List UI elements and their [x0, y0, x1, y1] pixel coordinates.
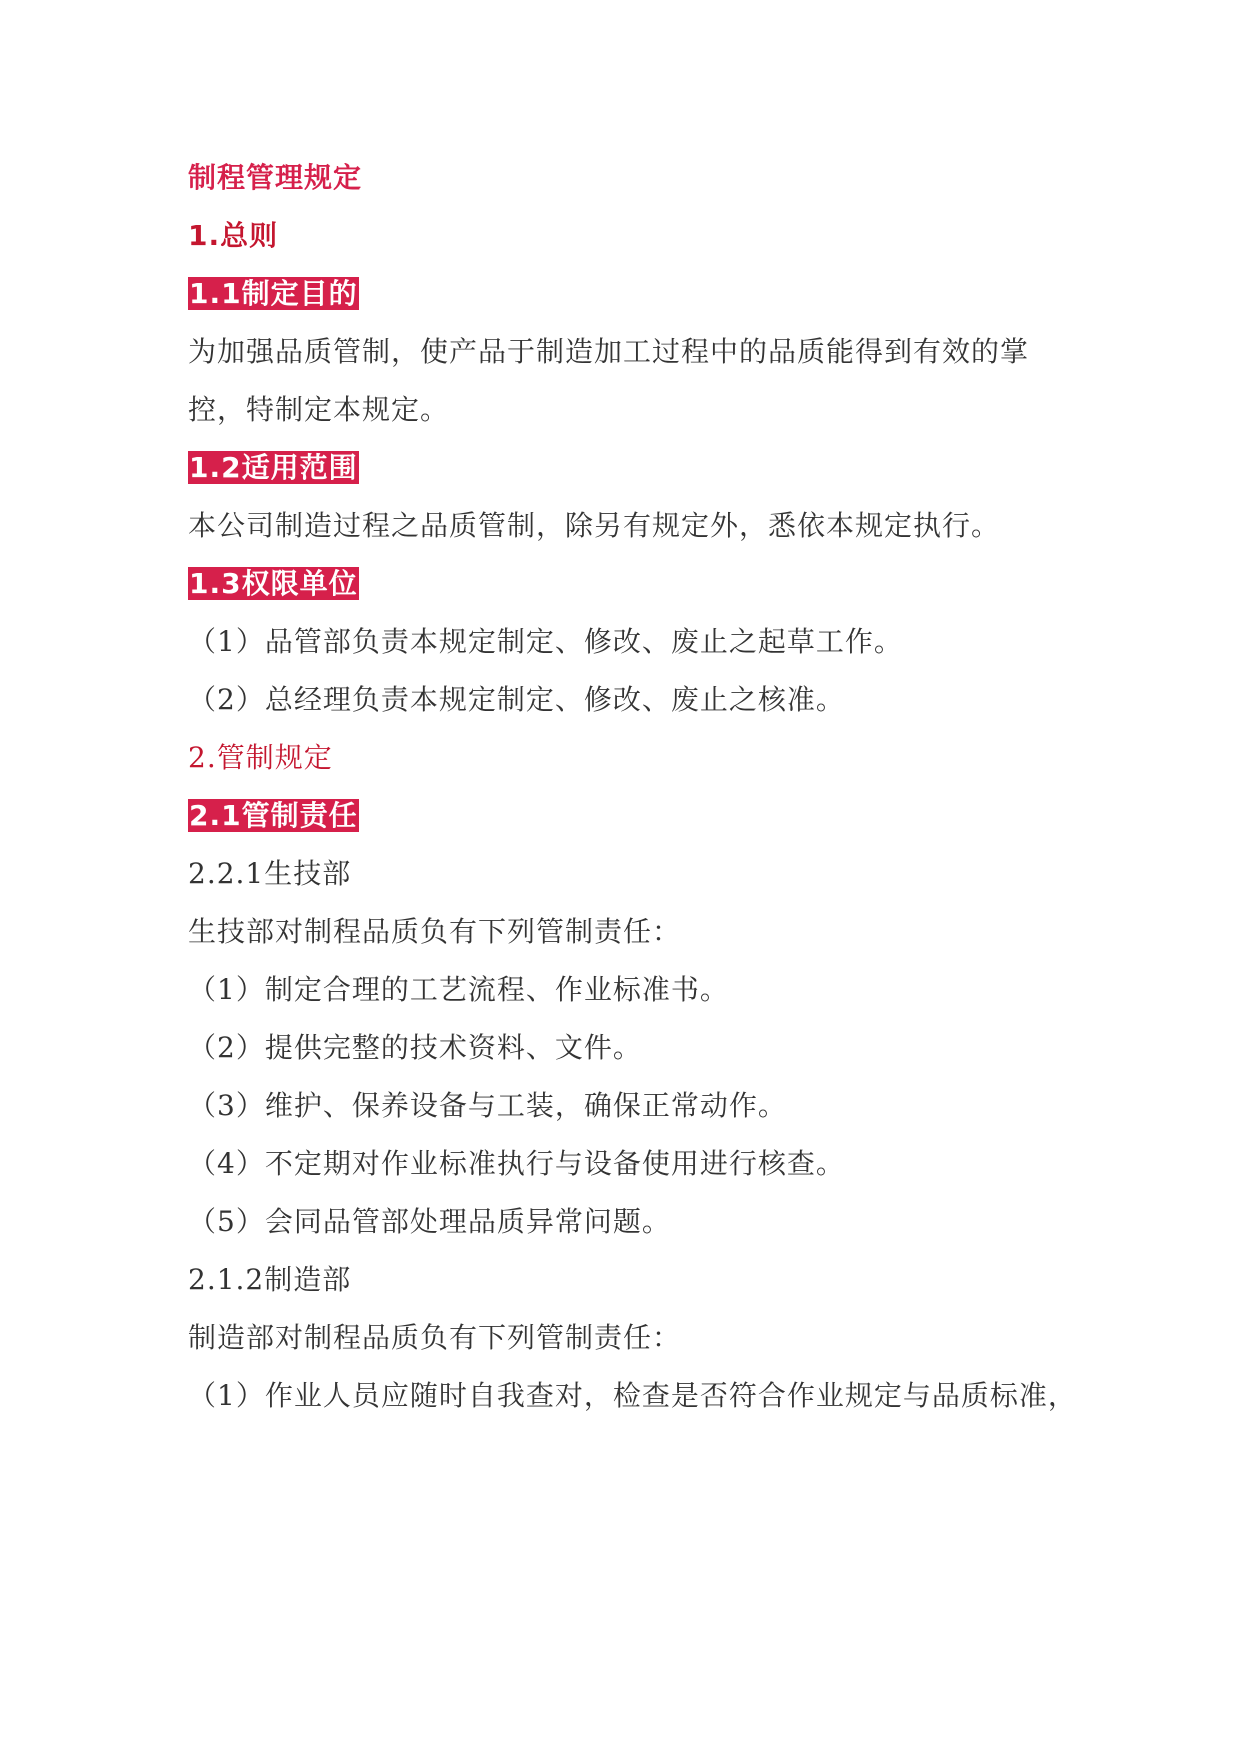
- paragraph-tech-dept-intro: 生技部对制程品质负有下列管制责任：: [188, 915, 682, 948]
- section-heading-general: 1.总则: [188, 219, 279, 252]
- highlighted-heading: 2.1管制责任: [189, 799, 358, 832]
- list-item: （1）制定合理的工艺流程、作业标准书。: [188, 973, 729, 1006]
- paragraph-manufacturing-intro: 制造部对制程品质负有下列管制责任：: [188, 1321, 682, 1354]
- highlighted-heading: 1.2适用范围: [189, 451, 358, 484]
- subsection-heading-authority: [188, 564, 359, 604]
- subsection-heading-responsibility: [188, 796, 359, 836]
- list-item: （5）会同品管部处理品质异常问题。: [188, 1205, 671, 1238]
- paragraph-purpose-line-1: 为加强品质管制，使产品于制造加工过程中的品质能得到有效的掌: [188, 335, 1030, 368]
- paragraph-purpose-line-2: 控，特制定本规定。: [188, 393, 450, 426]
- list-item: （1）品管部负责本规定制定、修改、废止之起草工作。: [188, 625, 903, 658]
- section-heading-control: 2.管制规定: [188, 741, 333, 774]
- list-item: （1）作业人员应随时自我查对，检查是否符合作业规定与品质标准，: [188, 1379, 1077, 1412]
- list-item: （4）不定期对作业标准执行与设备使用进行核查。: [188, 1147, 845, 1180]
- list-item: （3）维护、保养设备与工装，确保正常动作。: [188, 1089, 787, 1122]
- subsection-heading-tech-dept: 2.2.1生技部: [188, 857, 352, 890]
- highlighted-heading: 1.1制定目的: [189, 277, 358, 310]
- paragraph-scope: 本公司制造过程之品质管制，除另有规定外，悉依本规定执行。: [188, 509, 1001, 542]
- highlighted-heading: 1.3权限单位: [189, 567, 358, 600]
- subsection-heading-scope: [188, 448, 359, 488]
- subsection-heading-manufacturing-dept: 2.1.2制造部: [188, 1263, 352, 1296]
- list-item: （2）总经理负责本规定制定、修改、废止之核准。: [188, 683, 845, 716]
- subsection-heading-purpose: [188, 274, 359, 314]
- document-title: 制程管理规定: [188, 161, 363, 194]
- list-item: （2）提供完整的技术资料、文件。: [188, 1031, 642, 1064]
